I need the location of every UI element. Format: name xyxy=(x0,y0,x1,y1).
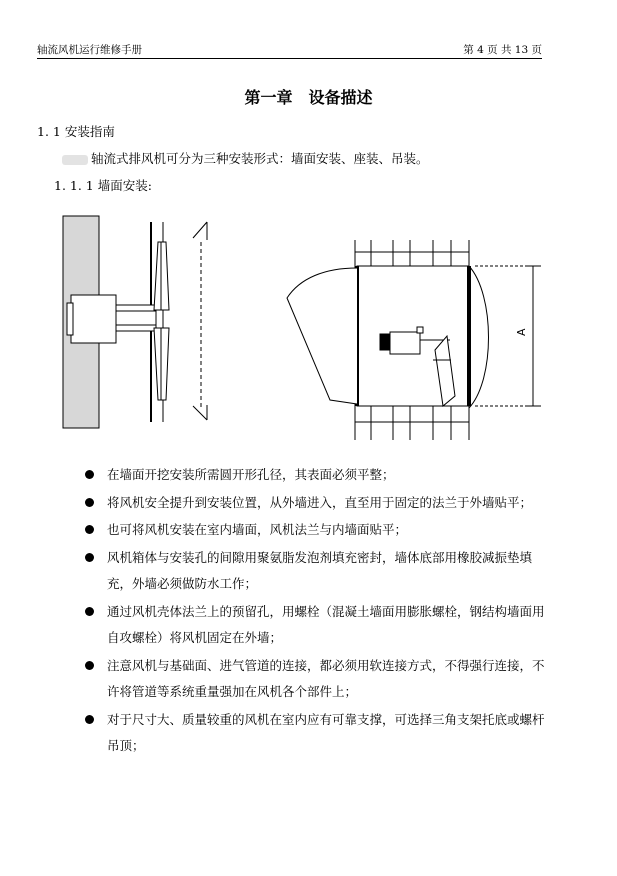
list-item xyxy=(80,490,550,517)
bullet-dot-icon xyxy=(85,525,94,534)
intro-paragraph xyxy=(62,149,429,167)
chapter-title: 第一章 设备描述 xyxy=(244,88,373,107)
bullet-dot-icon xyxy=(85,470,94,479)
intro-text: 轴流式排风机可分为三种安装形式：墙面安装、座装、吊装。 xyxy=(91,151,429,166)
bullet-dot-icon xyxy=(85,607,94,616)
bullet-dot-icon xyxy=(85,498,94,507)
side-view-illustration xyxy=(63,216,207,428)
wall-mount-diagram xyxy=(55,210,555,440)
redacted-brand xyxy=(62,155,88,165)
list-item-text: 在墙面开挖安装所需圆开形孔径，其表面必须平整； xyxy=(107,467,395,482)
list-item-text: 对于尺寸大、质量较重的风机在室内应有可靠支撑，可选择三角支架托底或螺杆吊顶； xyxy=(107,711,545,753)
section-heading-1-1-1: 1. 1. 1 墙面安装: xyxy=(54,178,152,193)
bullet-dot-icon xyxy=(85,553,94,562)
dimension-label: A xyxy=(515,328,528,336)
list-item-text: 风机箱体与安装孔的间隙用聚氨脂发泡剂填充密封，墙体底部用橡胶减振垫填充，外墙必须做防水工作； xyxy=(107,549,533,591)
list-item-text: 也可将风机安装在室内墙面，风机法兰与内墙面贴平； xyxy=(107,522,408,537)
page-header xyxy=(37,40,542,59)
section-heading-1-1: 1. 1 安装指南 xyxy=(37,124,115,139)
page-number: 第 4 页 共 13 页 xyxy=(463,44,542,56)
bullet-dot-icon xyxy=(85,661,94,670)
front-view-illustration xyxy=(287,240,541,440)
manual-title: 轴流风机运行维修手册 xyxy=(37,44,142,56)
installation-steps-list xyxy=(80,462,550,761)
list-item xyxy=(80,599,550,652)
list-item-text: 通过风机壳体法兰上的预留孔，用螺栓（混凝土墙面用膨胀螺栓，钢结构墙面用自攻螺栓）将风机固定在外墙； xyxy=(107,603,545,645)
list-item xyxy=(80,707,550,760)
list-item xyxy=(80,517,550,544)
list-item-text: 注意风机与基础面、进气管道的连接，都必须用软连接方式，不得强行连接，不许将管道等系统重量强加在风机各个部件上； xyxy=(107,657,545,699)
bullet-dot-icon xyxy=(85,715,94,724)
list-item xyxy=(80,462,550,489)
list-item xyxy=(80,545,550,598)
list-item xyxy=(80,653,550,706)
list-item-text: 将风机安全提升到安装位置，从外墙进入，直至用于固定的法兰于外墙贴平； xyxy=(107,494,533,510)
